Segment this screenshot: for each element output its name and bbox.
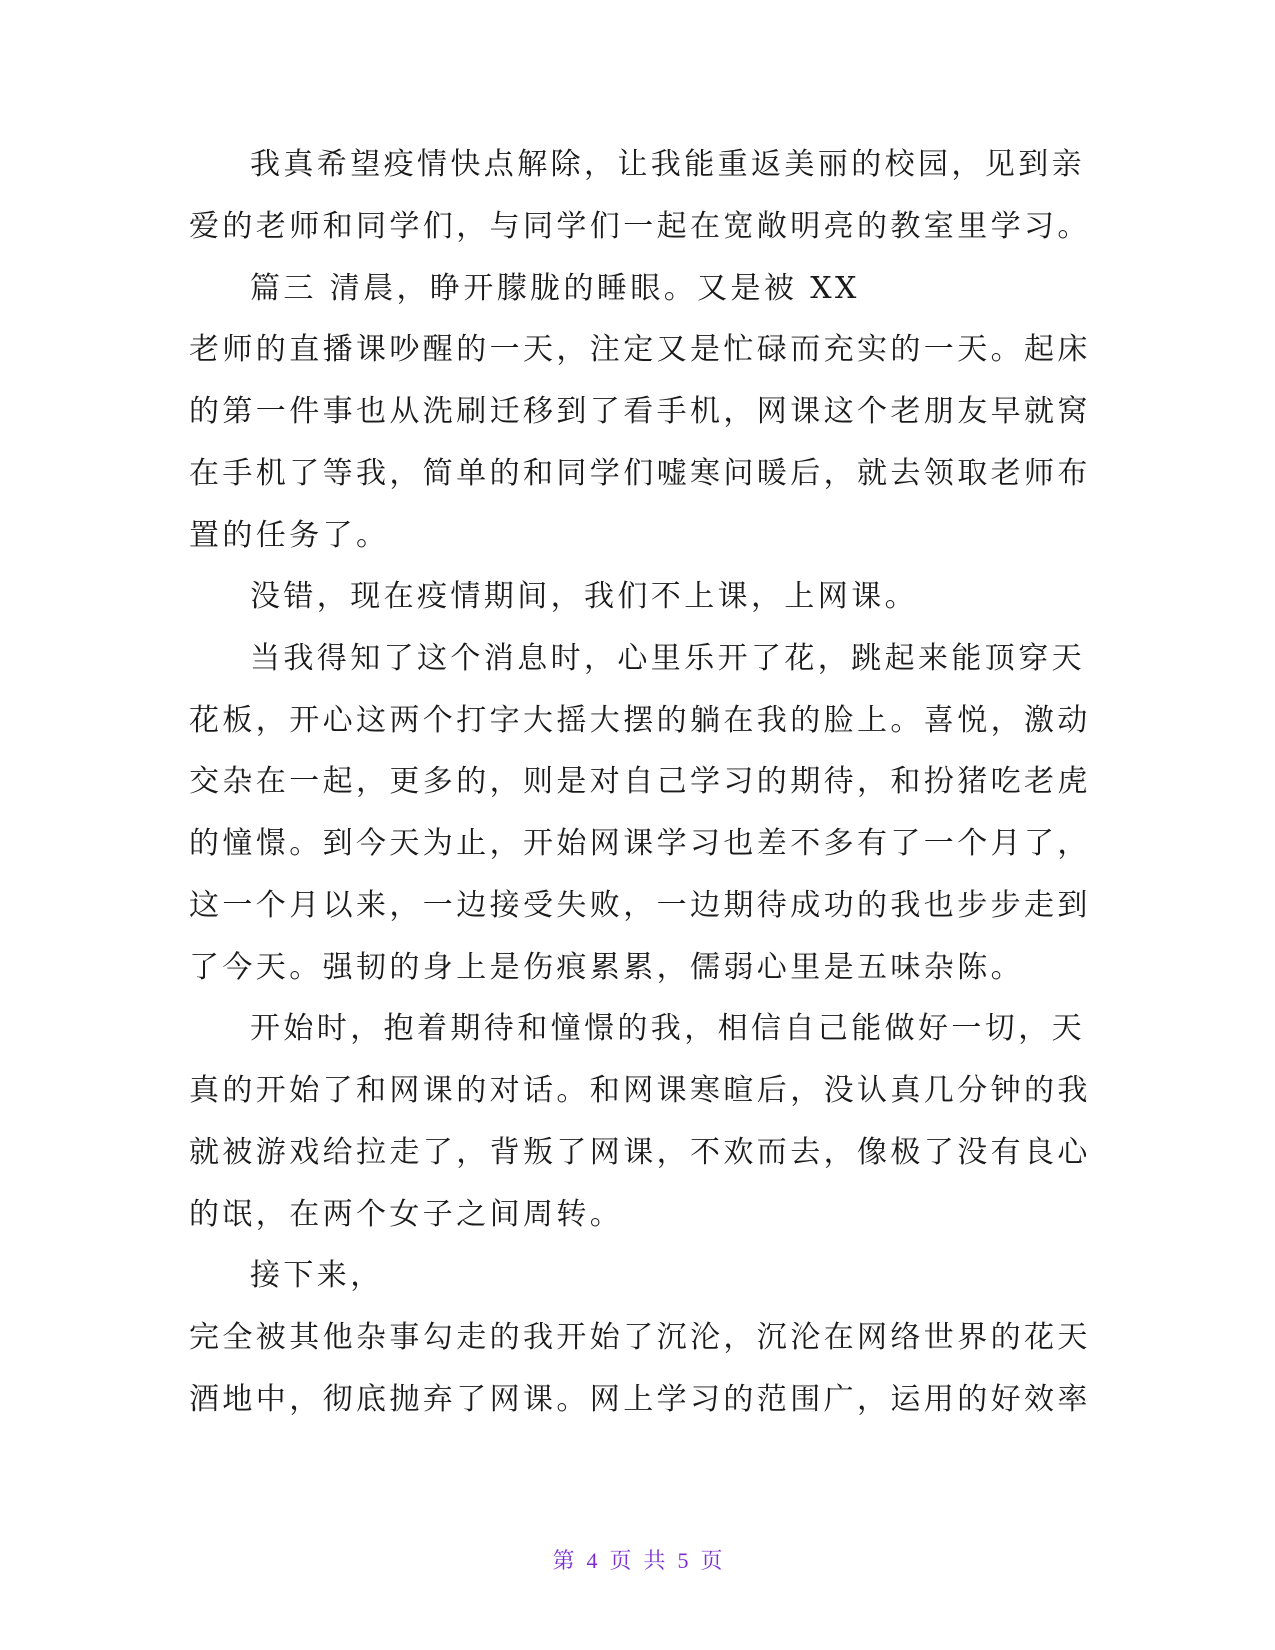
text-line: 置的任务了。: [189, 518, 390, 553]
page-footer: [0, 1546, 1275, 1576]
text-line: 的憧憬。到今天为止，开始网课学习也差不多有了一个月了，: [189, 826, 1091, 861]
text-line: 就被游戏给拉走了，背叛了网课，不欢而去，像极了没有良心: [189, 1135, 1091, 1170]
current-page-number: 4: [586, 1548, 598, 1573]
text-line: 了今天。强韧的身上是伤痕累累，儒弱心里是五味杂陈。: [189, 950, 1024, 985]
text-line: 我真希望疫情快点解除，让我能重返美丽的校园，见到亲: [250, 147, 1085, 182]
footer-page-word: 页: [609, 1548, 632, 1573]
text-line: 开始时，抱着期待和憧憬的我，相信自己能做好一切，天: [250, 1011, 1085, 1046]
text-line: 完全被其他杂事勾走的我开始了沉沦，沉沦在网络世界的花天: [189, 1320, 1091, 1355]
text-line: 当我得知了这个消息时，心里乐开了花，跳起来能顶穿天: [250, 641, 1085, 676]
total-page-number: 5: [677, 1548, 689, 1573]
text-line: 爱的老师和同学们，与同学们一起在宽敞明亮的教室里学习。: [189, 209, 1091, 244]
footer-suffix: 页: [700, 1548, 723, 1573]
text-line: 的第一件事也从洗刷迁移到了看手机，网课这个老朋友早就窝: [189, 394, 1091, 429]
footer-prefix: 第: [552, 1548, 575, 1573]
text-line: 老师的直播课吵醒的一天，注定又是忙碌而充实的一天。起床: [189, 332, 1091, 367]
text-line: 花板，开心这两个打字大摇大摆的躺在我的脸上。喜悦，激动: [189, 703, 1091, 738]
section-heading-line: 篇三 清晨，睁开朦胧的睡眼。又是被 XX: [250, 271, 860, 306]
text-line: 在手机了等我，简单的和同学们嘘寒问暖后，就去领取老师布: [189, 456, 1091, 491]
text-line: 接下来，: [250, 1258, 384, 1293]
text-line: 酒地中，彻底抛弃了网课。网上学习的范围广，运用的好效率: [189, 1382, 1091, 1417]
text-line: 这一个月以来，一边接受失败，一边期待成功的我也步步走到: [189, 888, 1091, 923]
text-line: 真的开始了和网课的对话。和网课寒暄后，没认真几分钟的我: [189, 1073, 1091, 1108]
footer-total-word: 共: [643, 1548, 666, 1573]
text-line: 的氓，在两个女子之间周转。: [189, 1197, 624, 1232]
text-line: 交杂在一起，更多的，则是对自己学习的期待，和扮猪吃老虎: [189, 764, 1091, 799]
text-line: 没错，现在疫情期间，我们不上课，上网课。: [250, 579, 918, 614]
